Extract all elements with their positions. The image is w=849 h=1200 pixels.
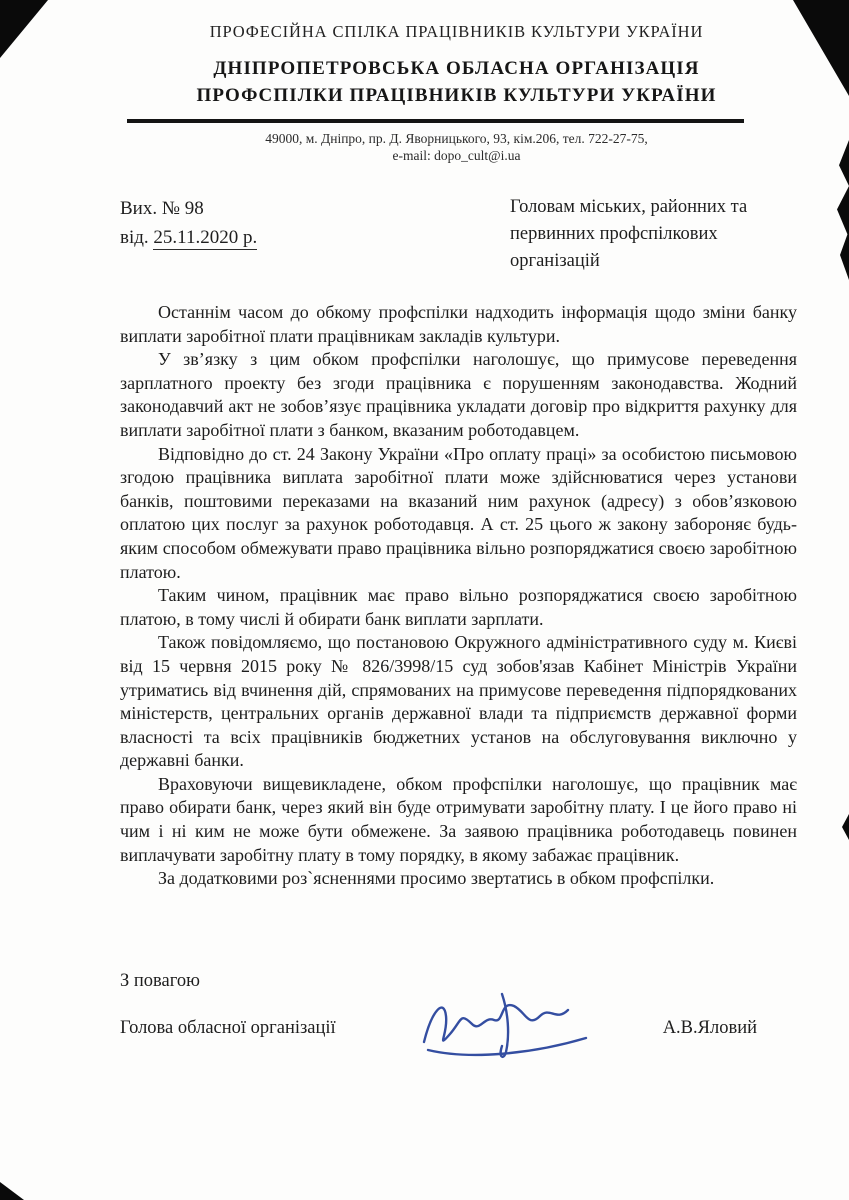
- letterhead: [0, 0, 849, 109]
- header-divider: [127, 119, 744, 123]
- signer-name: А.В.Яловий: [662, 1017, 757, 1038]
- signer-position: Голова обласної організації: [120, 1017, 336, 1038]
- paragraph: Останнім часом до обкому профспілки надходить інформація щодо зміни банку виплати заробітної плати працівникам закладів культури.: [120, 302, 797, 346]
- regional-organization-title: [64, 55, 849, 109]
- signature-ink: [410, 976, 610, 1076]
- paragraph: Таким чином, працівник має право вільно розпоряджатися своєю заробітною платою, в тому числі й обирати банк виплати зарплати.: [120, 585, 797, 629]
- addressee-line: Головам міських, районних та: [510, 197, 748, 217]
- paragraph: Також повідомляємо, що постановою Окружного адміністративного суду м. Києві від 15 червня 2015 року № 826/3998/15 суд зобов'язав Кабінет Міністрів України утриматись від вчинення дій, спрямованих на примусове переведення підпорядкованих міністерств, центральних органів державної влади та підприємств державної форми власності та всіх працівників бюджетних установ на обслуговування виключно у державні банки.: [120, 632, 797, 771]
- scan-artifact-right-4: [842, 814, 849, 840]
- email-line: e-mail: dopo_cult@i.ua: [392, 148, 521, 163]
- outgoing-number: Вих. № 98: [120, 198, 204, 219]
- contact-block: [0, 130, 849, 164]
- paragraph: Відповідно до ст. 24 Закону України «Про оплату праці» за особистою письмовою згодою працівника виплата заробітної плати може здійснюватися через установи банків, поштовими переказами на вказаний ним рахунок (адресу) з обов’язковою оплатою цих послуг за рахунок роботодавця. А ст. 25 цього ж закону забороняє будь-яким способом обмежувати право працівника вільно розпоряджатися своєю заробітною платою.: [120, 443, 797, 582]
- addressee-line: первинних профспілкових: [510, 224, 718, 244]
- outgoing-date-line: [120, 223, 257, 252]
- scan-artifact-bottom-left: [0, 1182, 24, 1200]
- postal-address: 49000, м. Дніпро, пр. Д. Яворницького, 93, кім.206, тел. 722-27-75,: [265, 131, 648, 146]
- outgoing-reference: [120, 194, 257, 275]
- organization-name: ПРОФЕСІЙНА СПІЛКА ПРАЦІВНИКІВ КУЛЬТУРИ УКРАЇНИ: [209, 22, 704, 41]
- signature-row: [120, 1018, 797, 1039]
- paragraph: Враховуючи вищевикладене, обком профспілки наголошує, що працівник має право обирати банк, через який він буде отримувати заробітну плату. І це його право ні чим і ні ким не може бути обмежене. За заявою працівника роботодавець повинен виплачувати заробітну плату в тому порядку, в якому забажає працівник.: [120, 773, 797, 865]
- date-prefix: від.: [120, 227, 154, 248]
- title-line-2: ПРОФСПІЛКИ ПРАЦІВНИКІВ КУЛЬТУРИ УКРАЇНИ: [196, 85, 717, 106]
- addressee-line: організацій: [510, 251, 600, 271]
- paragraph: За додатковими роз`ясненнями просимо звертатись в обком профспілки.: [158, 868, 715, 889]
- outgoing-date: 25.11.2020 р.: [153, 227, 258, 248]
- letter-body: [120, 301, 797, 891]
- closing-phrase: З повагою: [120, 970, 200, 991]
- reference-row: [0, 194, 849, 275]
- title-line-1: ДНІПРОПЕТРОВСЬКА ОБЛАСНА ОРГАНІЗАЦІЯ: [213, 58, 700, 79]
- addressee-block: [510, 194, 790, 275]
- paragraph: У зв’язку з цим обком профспілки наголошує, що примусове переведення зарплатного проекту без згоди працівника є порушенням законодавства. Жодний законодавчий акт не зобов’язує працівника укладати договір про відкриття рахунку для виплати заробітної плати з банком, вказаним роботодавцем.: [120, 349, 797, 440]
